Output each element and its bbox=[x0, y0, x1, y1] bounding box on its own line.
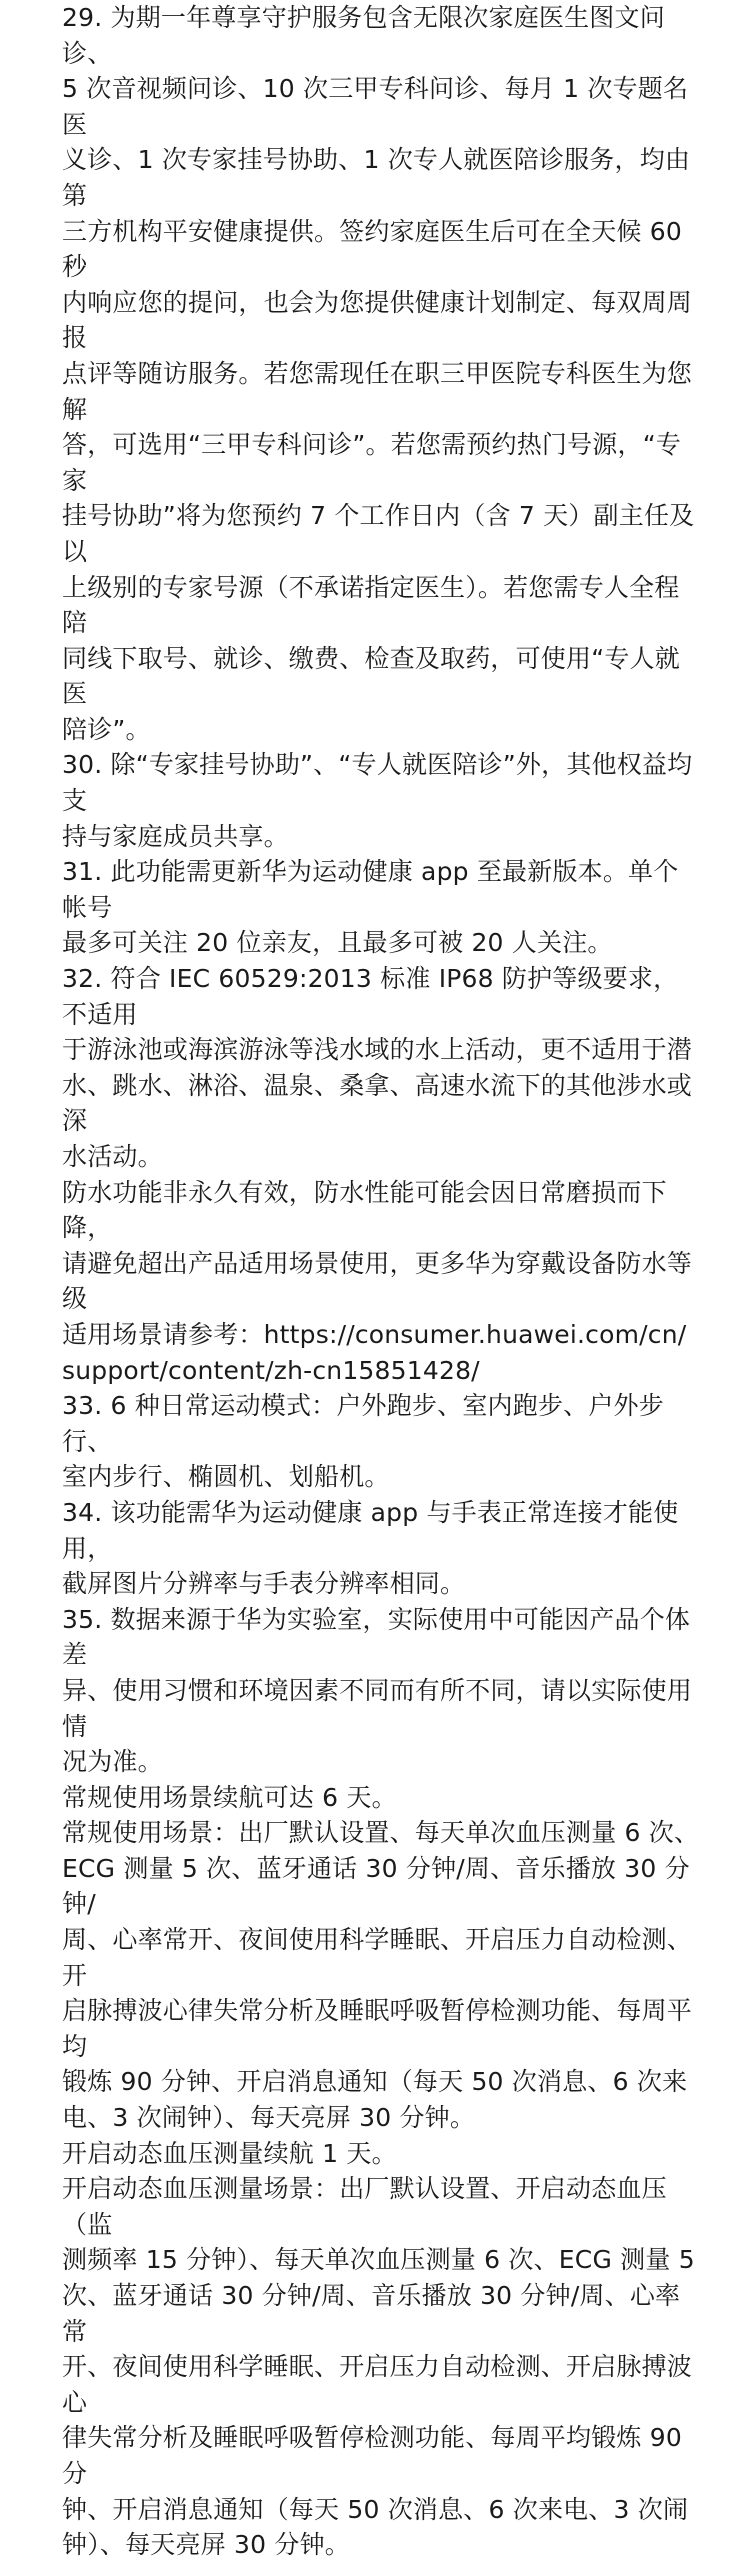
footnote-32: 32. 符合 IEC 60529:2013 标准 IP68 防护等级要求，不适用 于游泳池或海滨游泳等浅水域的水上活动，更不适用于潜 水、跳水、淋浴、温泉、桑拿、高速水流下的其他涉水或深 水活动。 bbox=[62, 964, 693, 1171]
battery-life-normal: 常规使用场景续航可达 6 天。 bbox=[62, 1782, 397, 1812]
footnote-34: 34. 该功能需华为运动健康 app 与手表正常连接才能使用， 截屏图片分辨率与手表分辨率相同。 bbox=[62, 1497, 679, 1599]
footnote-30: 30. 除“专家挂号协助”、“专人就医陪诊”外，其他权益均支 持与家庭成员共享。 bbox=[62, 750, 693, 851]
dynamic-bp-scenario: 开启动态血压测量场景：出厂默认设置、开启动态血压（监 测频率 15 分钟）、每天单次血压测量 6 次、ECG 测量 5 次、蓝牙通话 30 分钟/周、音乐播放 30 分钟/周、心率常 开、夜间使用科学睡眠、开启压力自动检测、开启脉搏波心 律失常分析及睡眠呼吸暂停检测功能、每周平均锻炼 90 分 钟、开启消息通知（每天 50 次消息、6 次来电、3 次闹 钟）、每天亮屏 30 分钟。 bbox=[62, 2174, 695, 2560]
footnote-33: 33. 6 种日常运动模式：户外跑步、室内跑步、户外步行、 室内步行、椭圆机、划船机。 bbox=[62, 1391, 664, 1492]
normal-usage-scenario: 常规使用场景：出厂默认设置、每天单次血压测量 6 次、 ECG 测量 5 次、蓝牙通话 30 分钟/周、音乐播放 30 分钟/ 周、心率常开、夜间使用科学睡眠、开启压力自动检测、开 启脉搏波心律失常分析及睡眠呼吸暂停检测功能、每周平均 锻炼 90 分钟、开启消息通知（每天 50 次消息、6 次来 电、3 次闹钟）、每天亮屏 30 分钟。 bbox=[62, 1818, 700, 2133]
battery-life-dynamic-bp: 开启动态血压测量续航 1 天。 bbox=[62, 2138, 397, 2168]
footnote-29: 29. 为期一年尊享守护服务包含无限次家庭医生图文问诊、 5 次音视频问诊、10 次三甲专科问诊、每月 1 次专题名医 义诊、1 次专家挂号协助、1 次专人就医陪诊服务，均由第 三方机构平安健康提供。签约家庭医生后可在全天候 60 秒 内响应您的提问，也会为您提供健康计划制定、每双周周报 点评等随访服务。若您需现任在职三甲医院专科医生为您解 答，可选用“三甲专科问诊”。若您需预约热门号源，“专家 挂号协助”将为您预约 7 个工作日内（含 7 天）副主任及以 上级别的专家号源（不承诺指定医生）。若您需专人全程陪 同线下取号、就诊、缴费、检查及取药，可使用“专人就医 陪诊”。 bbox=[62, 3, 695, 744]
footnote-35: 35. 数据来源于华为实验室，实际使用中可能因产品个体差 异、使用习惯和环境因素不同而有所不同，请以实际使用情 况为准。 bbox=[62, 1604, 693, 1777]
footnote-31: 31. 此功能需更新华为运动健康 app 至最新版本。单个帐号 最多可关注 20 位亲友，且最多可被 20 人关注。 bbox=[62, 857, 679, 958]
waterproof-note: 防水功能非永久有效，防水性能可能会因日常磨损而下降， 请避免超出产品适用场景使用，更多华为穿戴设备防水等级 适用场景请参考：https://consumer.huawei.com/cn/ support/content/zh-cn15851428/ bbox=[62, 1177, 693, 1385]
footnotes-document bbox=[62, 0, 702, 2563]
